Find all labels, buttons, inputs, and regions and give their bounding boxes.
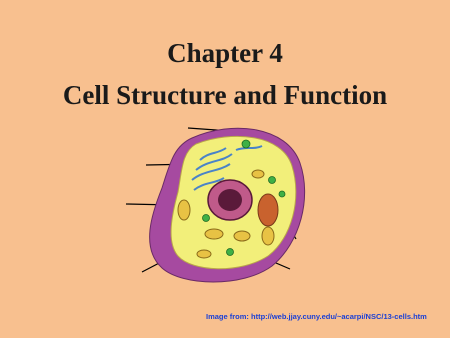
slide-title-line2: Cell Structure and Function — [62, 80, 388, 110]
image-credit: Image from: http://web.jjay.cuny.edu/~acarpi/NSC/13-cells.htm — [206, 312, 427, 321]
nucleolus — [218, 189, 242, 211]
golgi-apparatus — [258, 194, 278, 226]
slide-title-line1: Chapter 4 — [167, 38, 283, 68]
cell-diagram — [122, 118, 312, 288]
